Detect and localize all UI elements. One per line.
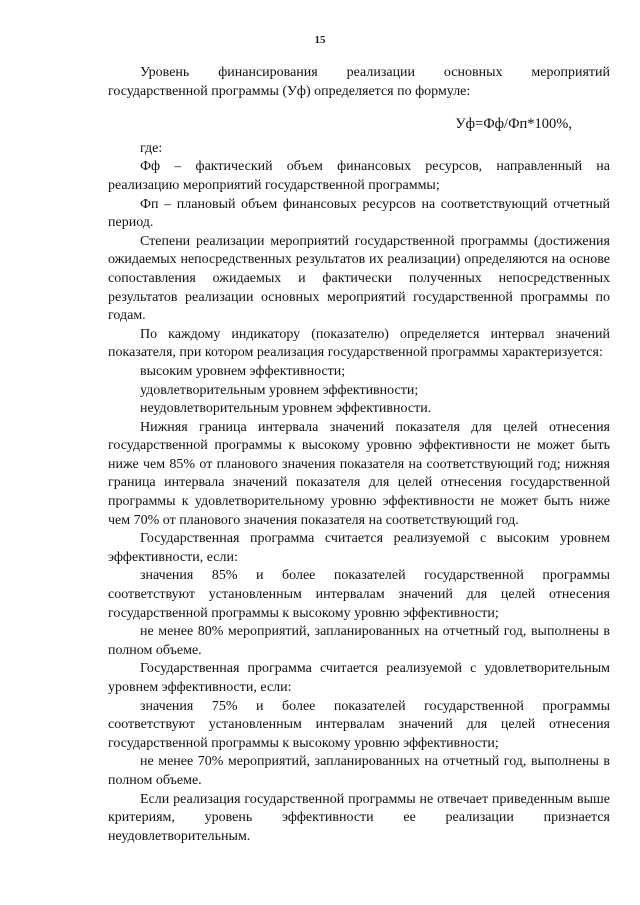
high-criterion-2: не менее 80% мероприятий, запланированных на отчетный год, выполнены в полном объеме. xyxy=(108,624,610,658)
page-number: 15 xyxy=(314,34,326,46)
high-criterion-1: значения 85% и более показателей государственной программы соответствуют установленным интервалам значений для целей отнесения государственной программы к высокому уровню эффективности; xyxy=(108,568,610,621)
paragraph-where: где: xyxy=(140,140,163,156)
satisfactory-criterion-2: не менее 70% мероприятий, запланированных на отчетный год, выполнены в полном объеме. xyxy=(108,754,610,788)
satisfactory-criterion-1: значения 75% и более показателей государственной программы соответствуют установленным интервалам значений для целей отнесения государственной программы к высокому уровню эффективности; xyxy=(108,698,610,751)
paragraph-degrees: Степени реализации мероприятий государственной программы (достижения ожидаемых непосредственных результатов их реализации) определяются на основе сопоставления ожидаемых и фактически полученных непосредственных результатов реализации основных мероприятий государственной программы по годам. xyxy=(108,233,610,324)
document-body xyxy=(108,64,610,846)
definition-fp: Фп – плановый объем финансовых ресурсов на соответствующий отчетный период. xyxy=(108,196,610,231)
definition-ff: Фф – фактический объем финансовых ресурсов, направленный на реализацию мероприятий государственной программы; xyxy=(108,159,610,193)
paragraph-unsatisfactory: Если реализация государственной программы не отвечает приведенным выше критериям, уровень эффективности ее реализации признается неудовлетворительным. xyxy=(108,791,610,844)
level-unsatisfactory: неудовлетворительным уровнем эффективности. xyxy=(140,401,432,417)
level-high: высоким уровнем эффективности; xyxy=(140,363,346,379)
level-satisfactory: удовлетворительным уровнем эффективности; xyxy=(140,382,419,398)
paragraph-high-condition: Государственная программа считается реализуемой с высоким уровнем эффективности, если: xyxy=(108,531,610,565)
paragraph-lower-bound: Нижняя граница интервала значений показателя для целей отнесения государственной программы к высокому уровню эффективности не может быть ниже чем 85% от планового значения показателя на соответствующий год; нижняя граница интервала значений показателя для целей отнесения государственной программы к удовлетворительному уровню эффективности не может быть ниже чем 70% от планового значения показателя на соответствующий год. xyxy=(108,419,610,528)
formula: Уф=Фф/Фп*100%, xyxy=(455,116,572,133)
paragraph-intro: Уровень финансирования реализации основных мероприятий государственной программы (Уф) определяется по формуле: xyxy=(108,65,610,99)
paragraph-per-indicator: По каждому индикатору (показателю) определяется интервал значений показателя, при котором реализация государственной программы характеризуется: xyxy=(108,326,610,361)
paragraph-satisfactory-condition: Государственная программа считается реализуемой с удовлетворительным уровнем эффективности, если: xyxy=(108,661,610,695)
